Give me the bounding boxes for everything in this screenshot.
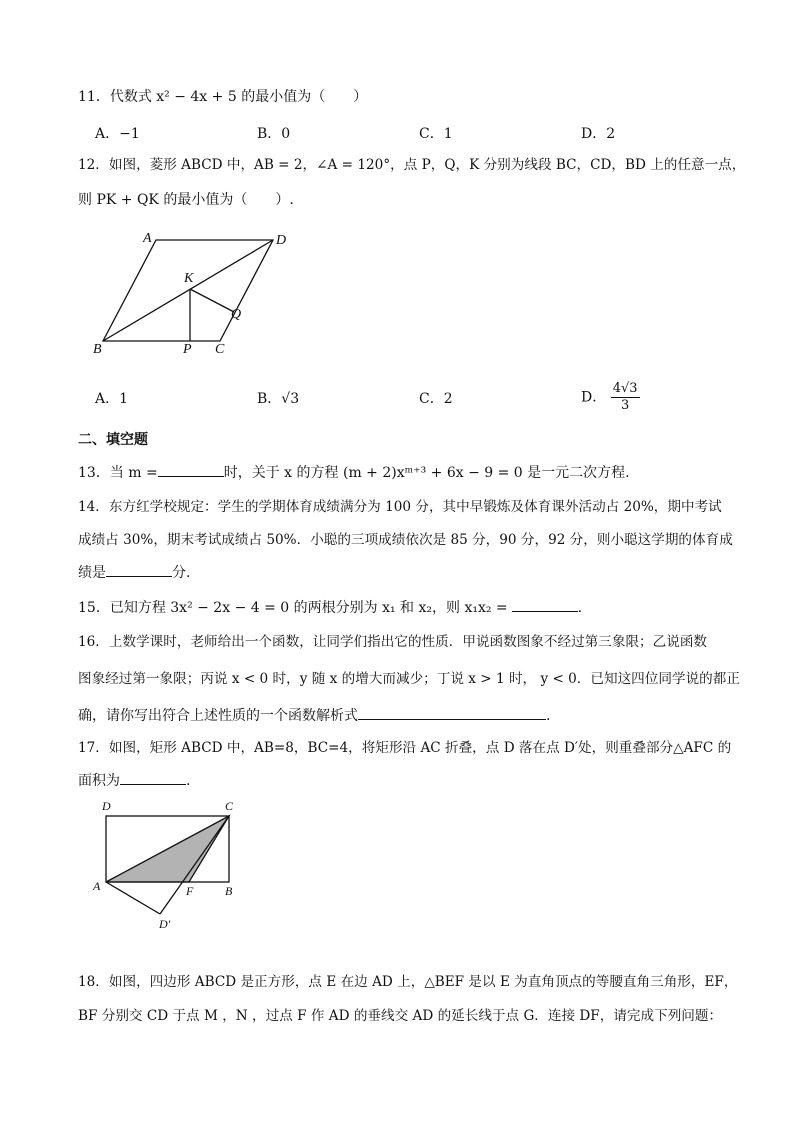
q11-option-b: B．0 (257, 126, 291, 142)
q15-suffix: . (577, 600, 583, 616)
q16-blank (358, 705, 546, 720)
q14-line3-suffix: 分. (172, 565, 191, 581)
label-b: B (93, 342, 102, 357)
label-k: K (184, 271, 194, 286)
label-q: Q (231, 307, 242, 322)
q16-line2: 图象经过第一象限；丙说 x < 0 时，y 随 x 的增大而减少；丁说 x > 1 时， y < 0．已知这四位同学说的都正 (78, 671, 740, 687)
q12-option-b: B．√3 (257, 391, 300, 407)
q14-line3 (78, 562, 190, 583)
diagonal-bd (103, 240, 273, 341)
q11-option-a: A．−1 (95, 126, 140, 142)
q11-option-d: D．2 (581, 126, 616, 142)
q13-line (78, 462, 630, 483)
q17-blank (120, 770, 186, 785)
q12-option-c: C．2 (419, 391, 453, 407)
label-d: D (102, 799, 111, 813)
fraction-denominator: 3 (620, 398, 630, 413)
q13-suffix: 时，关于 x 的方程 (m + 2)xᵐ⁺³ + 6x − 9 = 0 是一元二次方程. (223, 465, 630, 481)
q12-option-d (581, 381, 640, 414)
q17-line1: 17．如图，矩形 ABCD 中，AB=8，BC=4，将矩形沿 AC 折叠，点 D 落在点 D′处，则重叠部分△AFC 的 (78, 740, 732, 756)
q11-stem: 11．代数式 x² − 4x + 5 的最小值为（ ） (78, 89, 368, 105)
section-fill-blank-title: 二、填空题 (78, 432, 148, 448)
q14-line2: 成绩占 30%，期末考试成绩占 50%．小聪的三项成绩依次是 85 分，90 分，92 分，则小聪这学期的体育成 (78, 532, 733, 548)
q16-line3-prefix: 确，请你写出符合上述性质的一个函数解析式 (78, 708, 358, 724)
label-b: B (225, 884, 233, 898)
q12-stem-line1: 12．如图，菱形 ABCD 中，AB = 2，∠A = 120°，点 P，Q，K 分别为线段 BC，CD，BD 上的任意一点， (78, 157, 746, 173)
q12-option-d-fraction (611, 381, 640, 414)
label-f: F (186, 884, 194, 898)
label-a: A (93, 879, 101, 893)
label-p: P (183, 342, 192, 357)
q15-blank (512, 597, 578, 612)
q16-line1: 16．上数学课时，老师给出一个函数，让同学们指出它的性质．甲说函数图象不经过第三象限；乙说函数 (78, 634, 708, 650)
q14-blank (106, 562, 172, 577)
fraction-numerator: 4√3 (612, 381, 638, 396)
label-d: D (276, 233, 287, 248)
q12-stem-line2: 则 PK + QK 的最小值为（ ）. (78, 192, 294, 208)
rhombus-figure (88, 228, 308, 358)
q18-line1: 18．如图，四边形 ABCD 是正方形，点 E 在边 AD 上，△BEF 是以 E 为直角顶点的等腰直角三角形，EF， (78, 974, 738, 990)
q16-line3 (78, 705, 550, 726)
q14-line3-prefix: 绩是 (78, 565, 106, 581)
q17-line2-prefix: 面积为 (78, 773, 120, 789)
q11-option-c: C．1 (419, 126, 453, 142)
q13-blank (158, 462, 224, 477)
q15-prefix: 15．已知方程 3x² − 2x − 4 = 0 的两根分别为 x₁ 和 x₂，则 x₁x₂ = (78, 600, 508, 616)
q12-option-d-prefix: D． (581, 389, 607, 406)
segment-kq (190, 289, 234, 312)
q15-line (78, 597, 582, 618)
q17-line2-suffix: . (186, 773, 191, 789)
label-d-prime: D′ (159, 917, 171, 931)
q18-line2: BF 分别交 CD 于点 M ，N ，过点 F 作 AD 的垂线交 AD 的延长线于点 G．连接 DF，请完成下列问题： (78, 1008, 723, 1024)
label-c: C (215, 342, 225, 357)
q17-line2 (78, 770, 190, 791)
overlap-triangle-afc (106, 816, 229, 882)
segment-ad-prime (106, 882, 160, 914)
label-c: C (225, 799, 234, 813)
label-a: A (143, 231, 152, 246)
q14-line1: 14．东方红学校规定：学生的学期体育成绩满分为 100 分，其中早锻炼及体育课外活动占 20%，期中考试 (78, 499, 722, 515)
q13-prefix: 13．当 m = (78, 465, 158, 481)
q12-option-a: A．1 (95, 391, 129, 407)
rectangle-fold-figure (88, 796, 248, 936)
q16-line3-suffix: . (546, 708, 551, 724)
